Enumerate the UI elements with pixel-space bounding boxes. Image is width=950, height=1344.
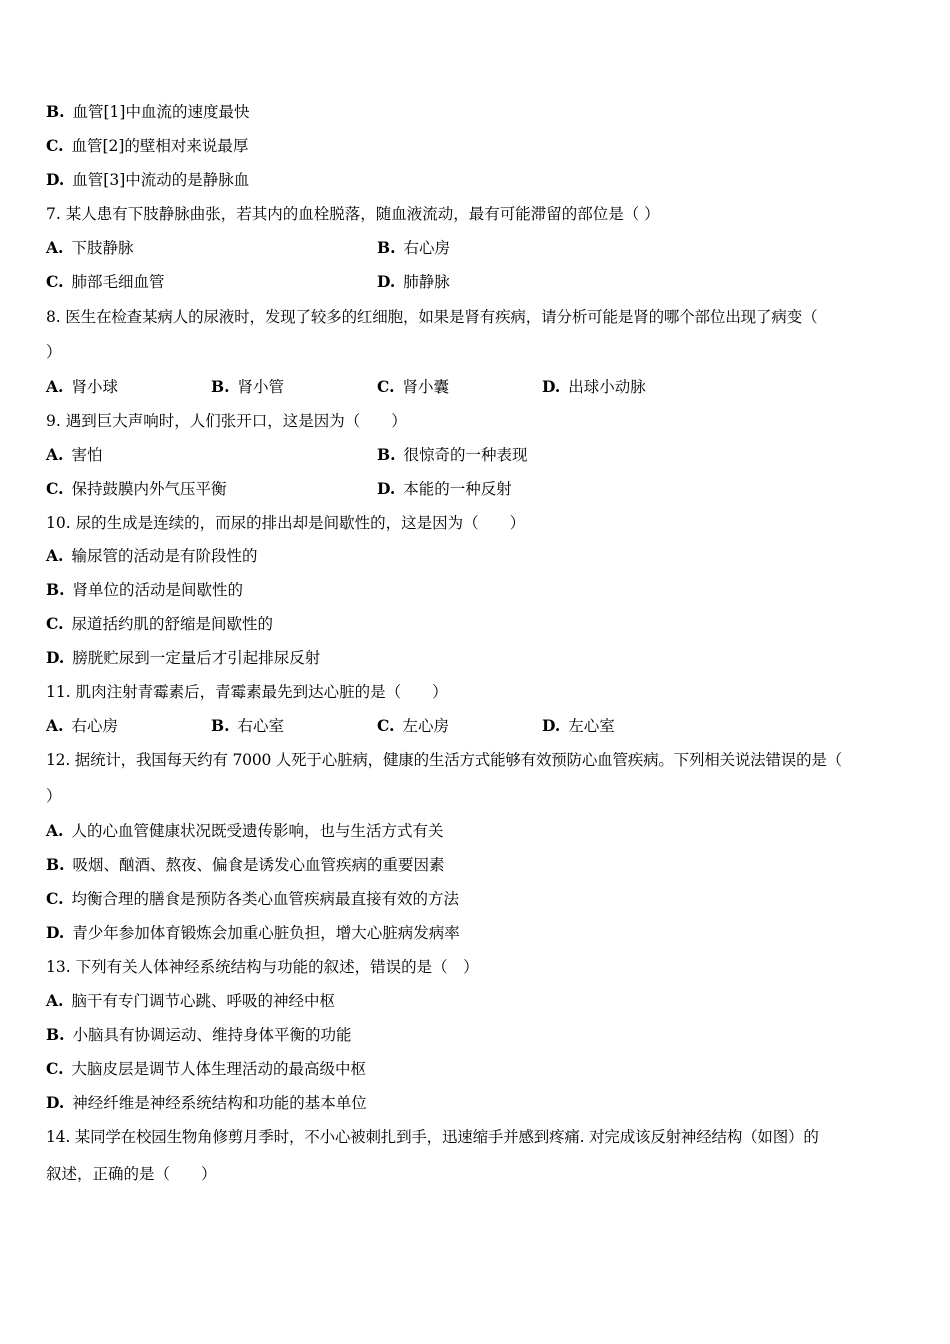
option-label: D. bbox=[46, 648, 65, 667]
q8-stem: 8. 医生在检查某病人的尿液时，发现了较多的红细胞，如果是肾有疾病，请分析可能是肾的哪个部位出现了病变（ bbox=[46, 308, 818, 326]
q11-stem: 11. 肌肉注射青霉素后，青霉素最先到达心脏的是（ ） bbox=[46, 683, 448, 701]
option-label: A. bbox=[46, 821, 64, 840]
option-label: C. bbox=[46, 272, 64, 291]
option-text: 肺静脉 bbox=[403, 273, 450, 291]
q9-option-b bbox=[377, 444, 528, 466]
option-text: 血管[2]的壁相对来说最厚 bbox=[71, 137, 249, 155]
option-text: 膀胱贮尿到一定量后才引起排尿反射 bbox=[72, 649, 321, 667]
option-text: 很惊奇的一种表现 bbox=[403, 446, 528, 464]
option-text: 均衡合理的膳食是预防各类心血管疾病最直接有效的方法 bbox=[71, 890, 459, 908]
q11-option-a bbox=[46, 715, 118, 737]
option-text: 肾单位的活动是间歇性的 bbox=[72, 581, 244, 599]
q8-option-c bbox=[377, 376, 449, 398]
option-label: C. bbox=[377, 377, 395, 396]
option-text: 脑干有专门调节心跳、呼吸的神经中枢 bbox=[71, 992, 335, 1010]
option-text: 输尿管的活动是有阶段性的 bbox=[71, 547, 258, 565]
q12-option-d bbox=[46, 922, 460, 944]
q9-option-a bbox=[46, 444, 102, 466]
q7-option-b bbox=[377, 237, 450, 259]
option-label: B. bbox=[46, 1025, 65, 1044]
q9-stem: 9. 遇到巨大声响时，人们张开口，这是因为（ ） bbox=[46, 412, 407, 430]
option-label: D. bbox=[377, 479, 396, 498]
option-text: 血管[1]中血流的速度最快 bbox=[72, 103, 250, 121]
q8-stem-cont: ） bbox=[46, 343, 62, 361]
option-text: 左心室 bbox=[568, 717, 615, 735]
q10-option-a bbox=[46, 545, 257, 567]
option-label: B. bbox=[377, 445, 396, 464]
option-text: 肾小囊 bbox=[402, 378, 449, 396]
q10-stem: 10. 尿的生成是连续的，而尿的排出却是间歇性的，这是因为（ ） bbox=[46, 514, 526, 532]
option-text: 右心房 bbox=[71, 717, 118, 735]
q10-option-c bbox=[46, 613, 273, 635]
option-label: A. bbox=[46, 991, 64, 1010]
option-label: A. bbox=[46, 546, 64, 565]
option-label: B. bbox=[46, 855, 65, 874]
q10-option-d bbox=[46, 647, 320, 669]
q14-stem-cont: 叙述，正确的是（ ） bbox=[46, 1165, 217, 1183]
option-text: 血管[3]中流动的是静脉血 bbox=[72, 171, 250, 189]
q8-option-d bbox=[542, 376, 646, 398]
option-label: C. bbox=[46, 889, 64, 908]
option-text: 吸烟、酗酒、熬夜、偏食是诱发心血管疾病的重要因素 bbox=[72, 856, 445, 874]
q11-option-d bbox=[542, 715, 615, 737]
q12-option-c bbox=[46, 888, 459, 910]
q6-option-b bbox=[46, 101, 249, 123]
q13-option-b bbox=[46, 1024, 352, 1046]
option-label: B. bbox=[211, 377, 230, 396]
option-label: C. bbox=[46, 479, 64, 498]
option-label: C. bbox=[46, 614, 64, 633]
option-label: B. bbox=[211, 716, 230, 735]
q8-option-a bbox=[46, 376, 118, 398]
option-label: D. bbox=[542, 377, 561, 396]
option-label: C. bbox=[46, 1059, 64, 1078]
option-label: C. bbox=[377, 716, 395, 735]
q12-stem-cont: ） bbox=[46, 787, 62, 805]
option-label: D. bbox=[377, 272, 396, 291]
option-text: 肾小球 bbox=[71, 378, 118, 396]
option-text: 神经纤维是神经系统结构和功能的基本单位 bbox=[72, 1094, 367, 1112]
option-text: 下肢静脉 bbox=[71, 239, 134, 257]
q8-option-b bbox=[211, 376, 284, 398]
q13-option-d bbox=[46, 1092, 367, 1114]
option-text: 青少年参加体育锻炼会加重心脏负担，增大心脏病发病率 bbox=[72, 924, 460, 942]
q12-option-b bbox=[46, 854, 445, 876]
q12-stem: 12. 据统计，我国每天约有 7000 人死于心脏病，健康的生活方式能够有效预防心血管疾病。下列相关说法错误的是（ bbox=[46, 751, 842, 769]
option-text: 右心房 bbox=[403, 239, 451, 257]
q7-option-c bbox=[46, 271, 164, 293]
option-label: B. bbox=[46, 102, 65, 121]
q6-option-d bbox=[46, 169, 249, 191]
q7-option-d bbox=[377, 271, 450, 293]
option-text: 人的心血管健康状况既受遗传影响，也与生活方式有关 bbox=[71, 822, 444, 840]
q9-option-c bbox=[46, 478, 226, 500]
q10-option-b bbox=[46, 579, 243, 601]
q13-option-a bbox=[46, 990, 335, 1012]
q13-option-c bbox=[46, 1058, 366, 1080]
option-label: D. bbox=[46, 170, 65, 189]
option-label: A. bbox=[46, 445, 64, 464]
option-label: D. bbox=[46, 923, 65, 942]
q11-option-c bbox=[377, 715, 449, 737]
q9-option-d bbox=[377, 478, 512, 500]
option-text: 小脑具有协调运动、维持身体平衡的功能 bbox=[72, 1026, 352, 1044]
option-text: 大脑皮层是调节人体生理活动的最高级中枢 bbox=[71, 1060, 366, 1078]
option-text: 出球小动脉 bbox=[568, 378, 646, 396]
option-text: 肾小管 bbox=[237, 378, 285, 396]
option-label: B. bbox=[377, 238, 396, 257]
q14-stem: 14. 某同学在校园生物角修剪月季时，不小心被刺扎到手，迅速缩手并感到疼痛. 对完成该反射神经结构（如图）的 bbox=[46, 1128, 819, 1146]
option-label: A. bbox=[46, 716, 64, 735]
q7-option-a bbox=[46, 237, 133, 259]
option-label: A. bbox=[46, 238, 64, 257]
option-text: 右心室 bbox=[237, 717, 285, 735]
q13-stem: 13. 下列有关人体神经系统结构与功能的叙述，错误的是（ ） bbox=[46, 958, 479, 976]
q11-option-b bbox=[211, 715, 284, 737]
option-label: C. bbox=[46, 136, 64, 155]
option-label: A. bbox=[46, 377, 64, 396]
option-label: B. bbox=[46, 580, 65, 599]
q7-stem: 7. 某人患有下肢静脉曲张，若其内的血栓脱落，随血液流动，最有可能滞留的部位是（ ） bbox=[46, 205, 660, 223]
option-text: 保持鼓膜内外气压平衡 bbox=[71, 480, 227, 498]
option-text: 尿道括约肌的舒缩是间歇性的 bbox=[71, 615, 273, 633]
option-text: 本能的一种反射 bbox=[403, 480, 512, 498]
q12-option-a bbox=[46, 820, 443, 842]
option-text: 左心房 bbox=[402, 717, 449, 735]
option-label: D. bbox=[46, 1093, 65, 1112]
option-label: D. bbox=[542, 716, 561, 735]
option-text: 害怕 bbox=[71, 446, 103, 464]
q6-option-c bbox=[46, 135, 248, 157]
option-text: 肺部毛细血管 bbox=[71, 273, 165, 291]
